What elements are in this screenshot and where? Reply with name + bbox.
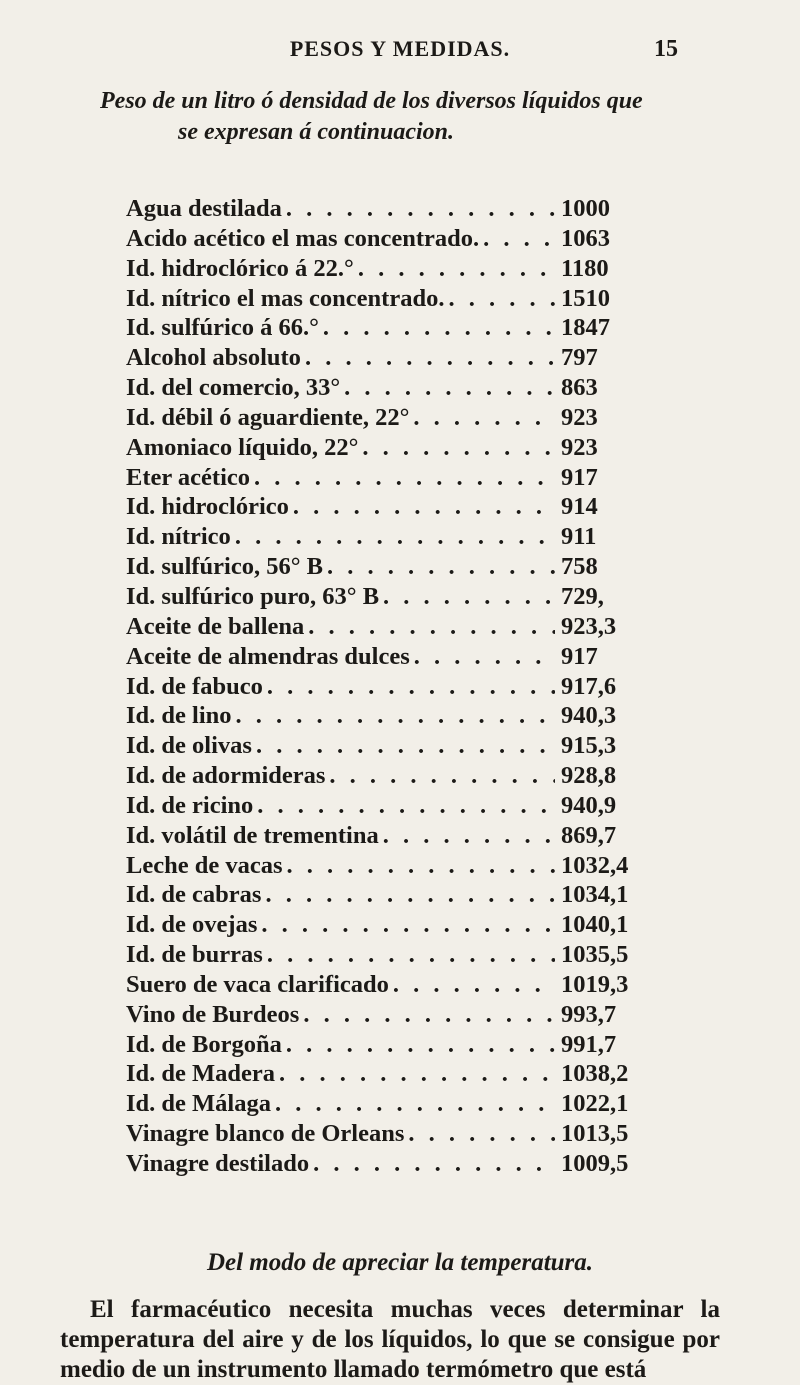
row-label: Acido acético el mas concentrado. bbox=[126, 224, 480, 252]
table-row bbox=[126, 1090, 656, 1120]
row-value: 1180 bbox=[561, 254, 609, 282]
row-value: 923,3 bbox=[561, 612, 617, 640]
table-row bbox=[126, 314, 656, 344]
row-value: 917,6 bbox=[561, 672, 617, 700]
row-value: 1510 bbox=[561, 284, 610, 312]
table-row bbox=[126, 852, 656, 882]
row-value: 1034,1 bbox=[561, 881, 629, 909]
row-label: Id. débil ó aguardiente, 22° bbox=[126, 403, 410, 431]
row-value: 940,9 bbox=[561, 791, 617, 819]
table-row bbox=[126, 434, 656, 464]
table-row bbox=[126, 941, 656, 971]
row-value: 863 bbox=[561, 374, 598, 402]
leader-dots bbox=[323, 314, 555, 342]
leader-dots bbox=[279, 1060, 555, 1088]
row-label: Id. de Málaga bbox=[126, 1090, 271, 1118]
table-row bbox=[126, 523, 656, 553]
page-number: 15 bbox=[654, 36, 678, 62]
row-value: 869,7 bbox=[561, 821, 617, 849]
table-row bbox=[126, 613, 656, 643]
table-row bbox=[126, 702, 656, 732]
paragraph-text: El farmacéutico necesita muchas veces determinar la temperatura del aire y de los líquidos, lo que se consigue por medio de un instrumento llamado termómetro que está bbox=[60, 1296, 720, 1383]
row-value: 991,7 bbox=[561, 1030, 617, 1058]
row-label: Id. volátil de trementina bbox=[126, 821, 379, 849]
table-row bbox=[126, 1120, 656, 1150]
row-value: 1013,5 bbox=[561, 1120, 629, 1148]
leader-dots bbox=[329, 762, 555, 790]
row-value: 1040,1 bbox=[561, 911, 629, 939]
row-value: 1032,4 bbox=[561, 851, 629, 879]
running-title: PESOS Y MEDIDAS. bbox=[289, 36, 511, 61]
row-value: 923 bbox=[561, 403, 598, 431]
table-row bbox=[126, 553, 656, 583]
leader-dots bbox=[254, 464, 555, 492]
table-row bbox=[126, 404, 656, 434]
table-row bbox=[126, 911, 656, 941]
row-value: 729, bbox=[561, 582, 604, 610]
table-row bbox=[126, 285, 656, 315]
table-row bbox=[126, 762, 656, 792]
row-label: Id. de Borgoña bbox=[126, 1030, 282, 1058]
leader-dots bbox=[287, 852, 556, 880]
row-label: Suero de vaca clarificado bbox=[126, 970, 389, 998]
row-value: 1019,3 bbox=[561, 970, 629, 998]
row-label: Id. de ovejas bbox=[126, 911, 258, 939]
leader-dots bbox=[308, 613, 555, 641]
row-value: 1022,1 bbox=[561, 1090, 629, 1118]
row-label: Vinagre destilado bbox=[126, 1150, 310, 1177]
table-caption bbox=[100, 86, 740, 148]
row-label: Id. de burras bbox=[126, 941, 263, 969]
row-label: Aceite de ballena bbox=[126, 612, 305, 640]
row-value: 1847 bbox=[561, 314, 610, 342]
leader-dots bbox=[358, 255, 555, 283]
row-label: Agua destilada bbox=[126, 195, 282, 222]
table-row bbox=[126, 493, 656, 523]
table-row bbox=[126, 344, 656, 374]
body-paragraph bbox=[60, 1295, 720, 1385]
leader-dots bbox=[261, 911, 555, 939]
row-label: Id. del comercio, 33° bbox=[126, 374, 341, 402]
row-value: 1063 bbox=[561, 224, 610, 252]
leader-dots bbox=[257, 792, 555, 820]
leader-dots bbox=[483, 225, 555, 253]
leader-dots bbox=[383, 583, 555, 611]
leader-dots bbox=[275, 1090, 555, 1118]
leader-dots bbox=[327, 553, 555, 581]
density-table bbox=[126, 195, 656, 1180]
table-row bbox=[126, 583, 656, 613]
row-label: Id. de olivas bbox=[126, 732, 252, 760]
leader-dots bbox=[286, 1031, 555, 1059]
row-label: Id. sulfúrico puro, 63° B bbox=[126, 582, 380, 610]
row-label: Id. de cabras bbox=[126, 881, 262, 909]
table-row bbox=[126, 792, 656, 822]
leader-dots bbox=[236, 702, 555, 730]
caption-line-1: Peso de un litro ó densidad de los diversos líquidos que bbox=[100, 88, 643, 114]
row-label: Id. sulfúrico á 66.° bbox=[126, 314, 319, 342]
row-value: 1009,5 bbox=[561, 1150, 629, 1177]
section-title: Del modo de apreciar la temperatura. bbox=[206, 1249, 594, 1276]
leader-dots bbox=[235, 523, 555, 551]
row-value: 1038,2 bbox=[561, 1060, 629, 1088]
leader-dots bbox=[293, 493, 555, 521]
row-label: Vinagre blanco de Orleans bbox=[126, 1120, 405, 1148]
leader-dots bbox=[362, 434, 555, 462]
leader-dots bbox=[393, 971, 555, 999]
row-value: 993,7 bbox=[561, 1000, 617, 1028]
leader-dots bbox=[267, 673, 555, 701]
caption-line-2: se expresan á continuacion. bbox=[178, 119, 455, 145]
row-label: Vino de Burdeos bbox=[126, 1000, 300, 1028]
row-value: 911 bbox=[561, 523, 597, 551]
table-row bbox=[126, 971, 656, 1001]
row-label: Id. nítrico el mas concentrado. bbox=[126, 284, 445, 312]
leader-dots bbox=[413, 404, 555, 432]
row-value: 1000 bbox=[561, 195, 610, 222]
leader-dots bbox=[313, 1150, 555, 1178]
row-value: 917 bbox=[561, 642, 598, 670]
row-value: 914 bbox=[561, 493, 598, 521]
table-row bbox=[126, 1031, 656, 1061]
row-value: 940,3 bbox=[561, 702, 617, 730]
table-row bbox=[126, 732, 656, 762]
table-row bbox=[126, 225, 656, 255]
row-value: 758 bbox=[561, 553, 598, 581]
table-row bbox=[126, 673, 656, 703]
leader-dots bbox=[414, 643, 555, 671]
table-row bbox=[126, 881, 656, 911]
row-label: Amoniaco líquido, 22° bbox=[126, 433, 359, 461]
leader-dots bbox=[265, 881, 555, 909]
row-label: Id. de lino bbox=[126, 702, 232, 730]
row-label: Id. hidroclórico bbox=[126, 493, 289, 521]
leader-dots bbox=[408, 1120, 555, 1148]
row-label: Id. de fabuco bbox=[126, 672, 263, 700]
table-row bbox=[126, 195, 656, 225]
row-label: Id. nítrico bbox=[126, 523, 231, 551]
row-value: 797 bbox=[561, 344, 598, 372]
table-row bbox=[126, 464, 656, 494]
leader-dots bbox=[344, 374, 555, 402]
running-head bbox=[0, 36, 800, 66]
leader-dots bbox=[383, 822, 555, 850]
leader-dots bbox=[305, 344, 555, 372]
leader-dots bbox=[256, 732, 555, 760]
table-row bbox=[126, 643, 656, 673]
row-value: 1035,5 bbox=[561, 941, 629, 969]
row-label: Alcohol absoluto bbox=[126, 344, 301, 372]
row-label: Id. de ricino bbox=[126, 791, 254, 819]
row-value: 928,8 bbox=[561, 762, 617, 790]
row-label: Id. de Madera bbox=[126, 1060, 276, 1088]
table-row bbox=[126, 374, 656, 404]
table-row bbox=[126, 1001, 656, 1031]
table-row bbox=[126, 1060, 656, 1090]
row-value: 923 bbox=[561, 433, 598, 461]
leader-dots bbox=[267, 941, 555, 969]
table-row bbox=[126, 822, 656, 852]
row-label: Aceite de almendras dulces bbox=[126, 642, 410, 670]
row-label: Id. de adormideras bbox=[126, 762, 326, 790]
leader-dots bbox=[286, 195, 555, 223]
row-label: Id. sulfúrico, 56° B bbox=[126, 553, 323, 581]
leader-dots bbox=[448, 285, 555, 313]
row-value: 915,3 bbox=[561, 732, 617, 760]
row-label: Eter acético bbox=[126, 463, 251, 491]
row-value: 917 bbox=[561, 463, 598, 491]
leader-dots bbox=[303, 1001, 555, 1029]
table-row bbox=[126, 255, 656, 285]
row-label: Leche de vacas bbox=[126, 851, 283, 879]
row-label: Id. hidroclórico á 22.° bbox=[126, 254, 354, 282]
table-row bbox=[126, 1150, 656, 1180]
